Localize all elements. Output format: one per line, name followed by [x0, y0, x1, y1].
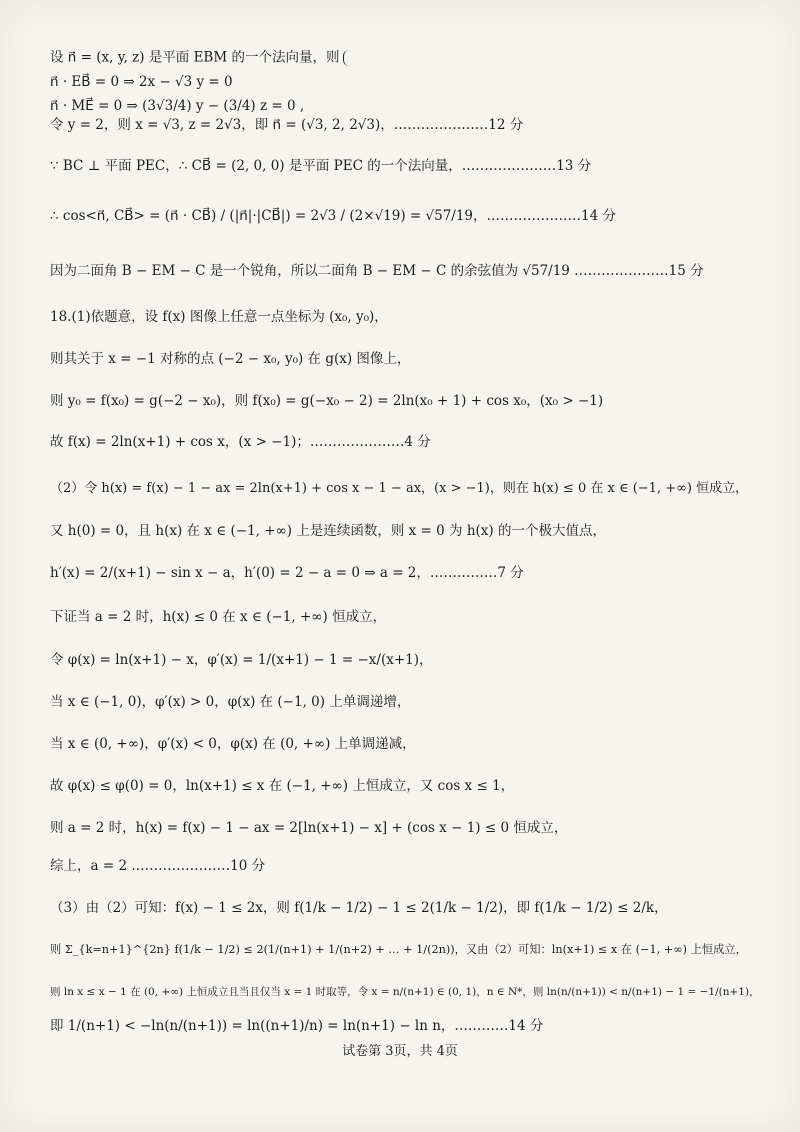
line-text: 当 x ∈ (0, +∞)，φ′(x) < 0，φ(x) 在 (0, +∞) 上单调递减， — [50, 736, 416, 752]
line-text: 即 1/(n+1) < −ln(n/(n+1)) = ln((n+1)/n) = ln(n+1) − ln n，…………14 分 — [50, 1018, 544, 1034]
page-footer: 试卷第 3页，共 4页 — [342, 1044, 458, 1059]
line-text: 下证当 a = 2 时，h(x) ≤ 0 在 x ∈ (−1, +∞) 恒成立， — [50, 609, 387, 625]
line-text: 当 x ∈ (−1, 0)，φ′(x) > 0，φ(x) 在 (−1, 0) 上单调递增， — [50, 694, 411, 710]
line-normal-vector — [50, 46, 760, 118]
equation-row: n⃗ · EB⃗ = 0 ⇒ 2x − √3 y = 0 — [50, 74, 233, 90]
line-text: 故 f(x) = 2ln(x+1) + cos x，(x > −1)；…………………4 分 — [50, 434, 431, 450]
line-text: 令 y = 2，则 x = √3, z = 2√3，即 n⃗ = (√3, 2, 2√3)，…………………12 分 — [50, 117, 524, 133]
line-text: 因为二面角 B − EM − C 是一个锐角，所以二面角 B − EM − C 的余弦值为 √57/19 …………………15 分 — [50, 263, 704, 279]
line-text: ∵ BC ⊥ 平面 PEC，∴ CB⃗ = (2, 0, 0) 是平面 PEC 的一个法向量，…………………13 分 — [50, 158, 592, 174]
line-text: 故 φ(x) ≤ φ(0) = 0，ln(x+1) ≤ x 在 (−1, +∞) 上恒成立，又 cos x ≤ 1， — [50, 778, 515, 794]
line-text: 设 n⃗ = (x, y, z) 是平面 EBM 的一个法向量，则 — [50, 49, 340, 66]
line-text: （3）由（2）可知：f(x) − 1 ≤ 2x，则 f(1/k − 1/2) − 1 ≤ 2(1/k − 1/2)，即 f(1/k − 1/2) ≤ 2/k， — [50, 900, 668, 916]
line-text: （2）令 h(x) = f(x) − 1 − ax = 2ln(x+1) + cos x − 1 − ax，(x > −1)，则在 h(x) ≤ 0 在 x ∈ (−1, +∞) 恒成立， — [50, 481, 749, 496]
line-text: 令 φ(x) = ln(x+1) − x，φ′(x) = 1/(x+1) − 1 = −x/(x+1)， — [50, 652, 433, 668]
line-text: 又 h(0) = 0，且 h(x) 在 x ∈ (−1, +∞) 上是连续函数，则 x = 0 为 h(x) 的一个极大值点， — [50, 523, 606, 539]
line-text: h′(x) = 2/(x+1) − sin x − a，h′(0) = 2 − a = 0 ⇒ a = 2，……………7 分 — [50, 565, 524, 581]
line-text: 则 a = 2 时，h(x) = f(x) − 1 − ax = 2[ln(x+1) − x] + (cos x − 1) ≤ 0 恒成立， — [50, 820, 568, 836]
line-text: ∴ cos<n⃗, CB⃗> = (n⃗ · CB⃗) / (|n⃗|·|CB⃗|) = 2√3 / (2×√19) = √57/19，…………………14 分 — [50, 208, 616, 224]
line-text: 则其关于 x = −1 对称的点 (−2 − x₀, y₀) 在 g(x) 图像上， — [50, 351, 411, 367]
line-text: 18.(1)依题意，设 f(x) 图像上任意一点坐标为 (x₀, y₀)， — [50, 309, 388, 325]
line-text: 则 Σ_{k=n+1}^{2n} f(1/k − 1/2) ≤ 2(1/(n+1) + 1/(n+2) + … + 1/(2n))，又由（2）可知：ln(x+1) ≤ x 在 (−1, +∞) 上恒成立， — [50, 943, 747, 956]
line-text: 综上，a = 2 .…………………10 分 — [50, 858, 266, 874]
line-text: 则 y₀ = f(x₀) = g(−2 − x₀)，则 f(x₀) = g(−x₀ − 2) = 2ln(x₀ + 1) + cos x₀，(x₀ > −1) — [50, 393, 604, 409]
line-text: 则 ln x ≤ x − 1 在 (0, +∞) 上恒成立且当且仅当 x = 1 时取等，令 x = n/(n+1) ∈ (0, 1)，n ∈ N*，则 ln(n/(n+1)) < n/(n+1) − 1 = −1/(n+1)， — [50, 986, 760, 998]
equation-row: n⃗ · ME⃗ = 0 ⇒ (3√3/4) y − (3/4) z = 0 , — [50, 98, 305, 114]
